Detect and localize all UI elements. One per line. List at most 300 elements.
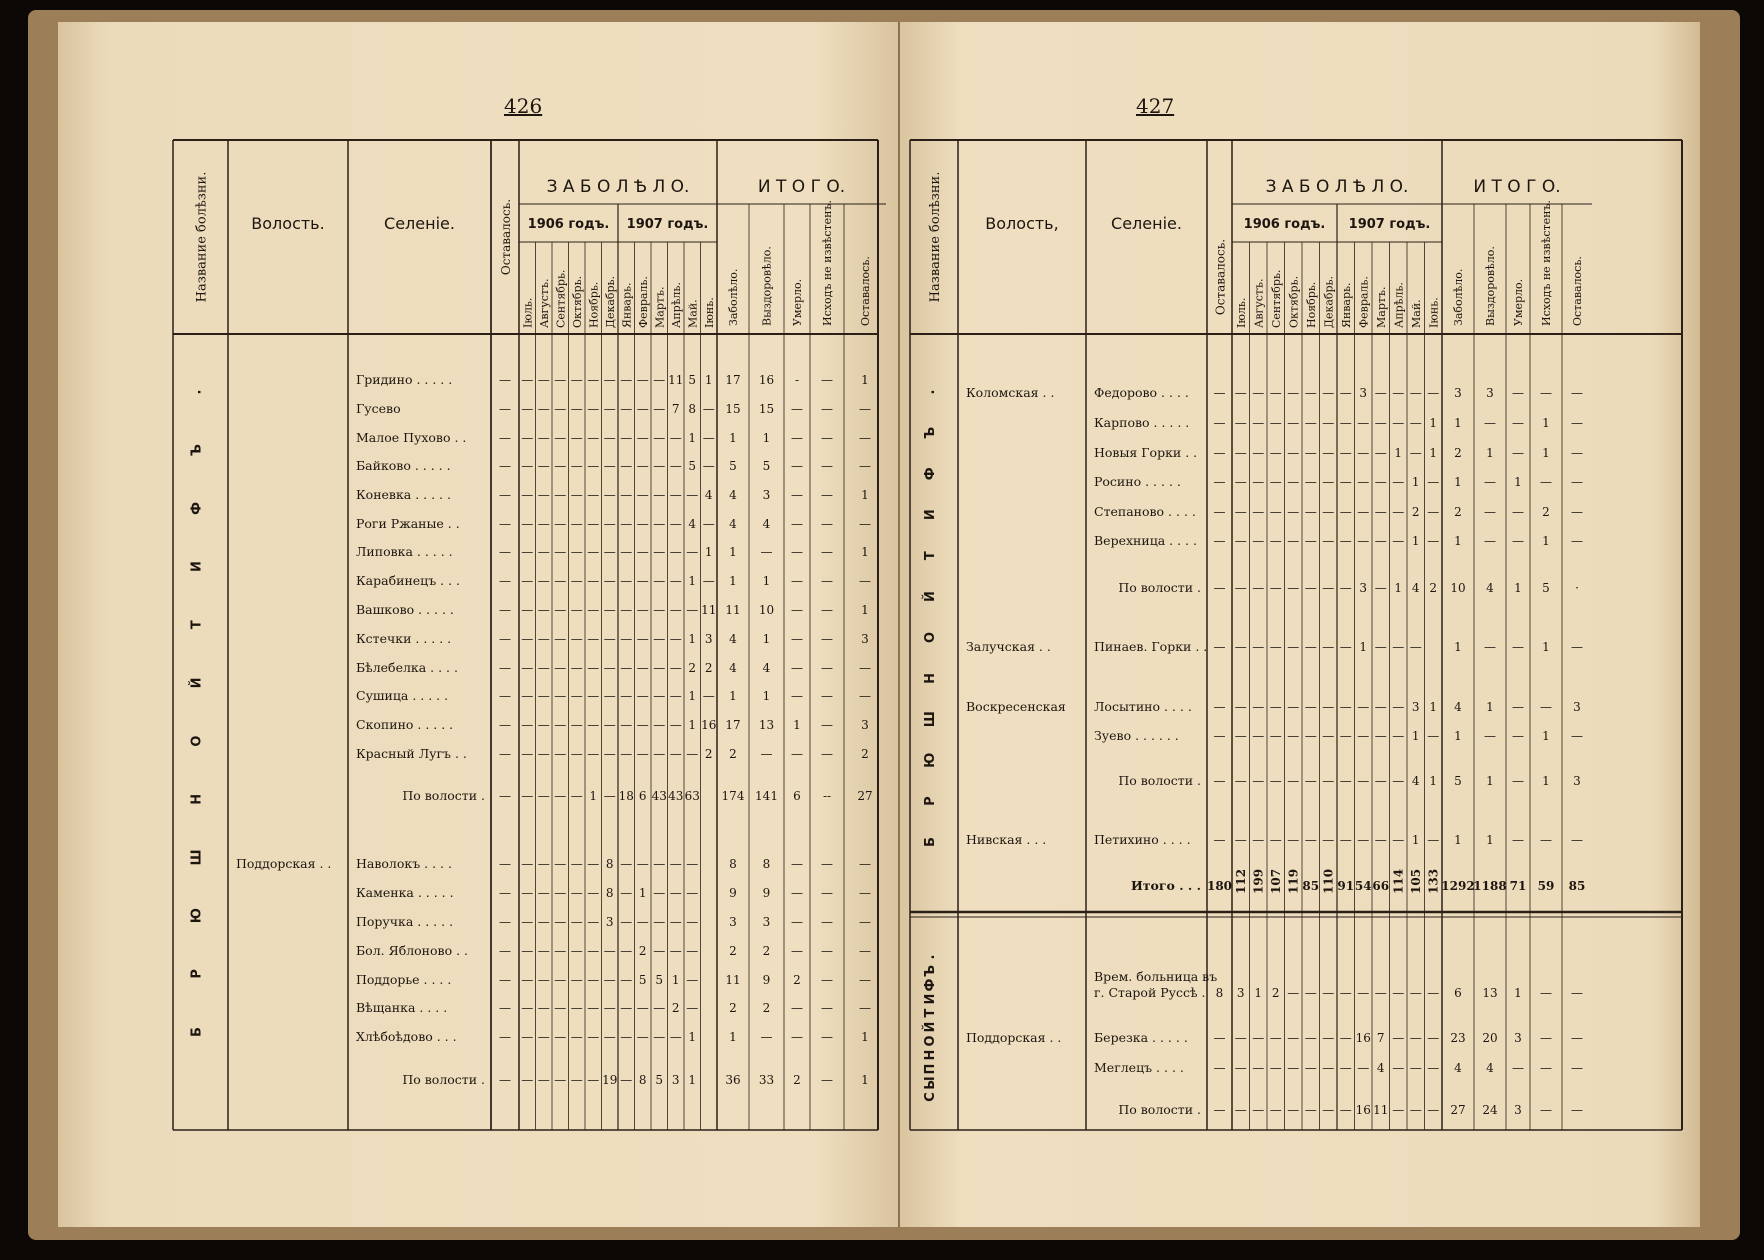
cell-ostavalos: — <box>499 973 511 987</box>
disease-letter: Ф <box>189 501 205 515</box>
disease-letter: Й <box>923 1021 938 1033</box>
cell-ostavalos: — <box>1213 386 1226 400</box>
cell-month: — <box>521 402 534 416</box>
cell-total: 1 <box>861 488 869 502</box>
cell-month: 199 <box>1251 868 1266 894</box>
cell-total: — <box>1484 534 1496 548</box>
header-month: Октябрь. <box>1287 275 1301 328</box>
cell-total: 85 <box>1568 879 1586 893</box>
cell-month: — <box>1234 833 1247 847</box>
cell-month: — <box>1427 833 1440 847</box>
disease-letter: Ф <box>923 467 938 481</box>
cell-month: — <box>1339 640 1352 654</box>
cell-month: — <box>554 886 567 900</box>
cell-month: — <box>1339 581 1352 595</box>
disease-letter: О <box>923 1035 938 1047</box>
cell-month: 2 <box>704 661 713 675</box>
cell-total: — <box>821 402 833 416</box>
cell-month: — <box>554 789 567 803</box>
cell-total: — <box>1512 505 1524 519</box>
cell-month: — <box>1322 700 1335 714</box>
cell-month: 1 <box>671 973 680 987</box>
village-name: Коневка . . . . . <box>356 487 451 502</box>
cell-ostavalos: — <box>499 402 511 416</box>
cell-month: 1 <box>704 545 713 559</box>
cell-month: — <box>686 857 699 871</box>
cell-total: — <box>791 632 803 646</box>
cell-month: — <box>1357 416 1370 430</box>
cell-month: — <box>669 661 682 675</box>
cell-month: 1 <box>1429 774 1438 788</box>
cell-total: 1 <box>1454 833 1462 847</box>
cell-month: — <box>1339 386 1352 400</box>
cell-month: — <box>620 747 633 761</box>
cell-total: 3 <box>861 718 869 732</box>
cell-month: — <box>521 689 534 703</box>
cell-total: — <box>821 886 833 900</box>
cell-total: — <box>1512 386 1524 400</box>
cell-ostavalos: — <box>499 689 511 703</box>
cell-month: — <box>603 603 616 617</box>
disease-letter: Ф <box>923 978 938 992</box>
cell-total: 16 <box>758 373 775 387</box>
cell-month: — <box>653 632 666 646</box>
header-total-col: Выздоровѣло. <box>760 246 774 326</box>
cell-ostavalos: — <box>1213 475 1226 489</box>
cell-total: — <box>1512 534 1524 548</box>
cell-month: 1 <box>638 886 647 900</box>
cell-total: 4 <box>729 517 737 531</box>
cell-month: — <box>1304 1061 1317 1075</box>
cell-month: — <box>603 574 616 588</box>
cell-total: 8 <box>729 857 737 871</box>
cell-ostavalos: — <box>499 459 511 473</box>
cell-ostavalos: — <box>499 603 511 617</box>
cell-total: — <box>1571 416 1583 430</box>
cell-total: — <box>821 973 833 987</box>
disease-letter: Ъ <box>923 964 938 978</box>
cell-month: — <box>587 632 600 646</box>
cell-month: — <box>1409 986 1422 1000</box>
cell-month: — <box>1392 729 1405 743</box>
cell-total: 24 <box>1482 1103 1498 1117</box>
cell-month: — <box>1287 446 1300 460</box>
cell-month: — <box>1357 446 1370 460</box>
cell-total: — <box>760 1030 773 1044</box>
cell-total: — <box>1512 446 1524 460</box>
disease-letter: Н <box>923 1049 938 1061</box>
cell-total: — <box>859 1001 871 1015</box>
cell-month: 1 <box>1429 416 1438 430</box>
cell-total: — <box>791 857 803 871</box>
cell-month: 66 <box>1372 879 1390 893</box>
header-month: Октябрь. <box>570 275 584 328</box>
volost-total-label: По волости . <box>402 788 485 803</box>
cell-month: 7 <box>671 402 680 416</box>
volost-name: Коломская . . <box>966 385 1055 400</box>
cell-total: — <box>821 747 833 761</box>
disease-letter: Ы <box>923 1076 938 1090</box>
cell-month: 1 <box>688 718 697 732</box>
volost-total-label: По волости . <box>1118 1102 1201 1117</box>
cell-month: — <box>620 973 633 987</box>
cell-month: 3 <box>1359 386 1368 400</box>
cell-month: 1 <box>1411 833 1420 847</box>
cell-total: - <box>794 373 800 387</box>
disease-letter: Ш <box>923 711 938 728</box>
cell-total: 4 <box>1454 1061 1462 1075</box>
cell-total: — <box>1540 833 1552 847</box>
cell-total: — <box>760 747 773 761</box>
cell-month: — <box>554 661 567 675</box>
cell-month: — <box>554 632 567 646</box>
cell-month: — <box>620 1001 633 1015</box>
cell-month: — <box>587 373 600 387</box>
cell-month: — <box>521 603 534 617</box>
cell-month: — <box>1357 1061 1370 1075</box>
cell-total: — <box>1571 1031 1583 1045</box>
header-disease: Название болѣзни. <box>928 171 943 303</box>
cell-month: — <box>636 402 649 416</box>
cell-total: — <box>859 886 871 900</box>
disease-letter: Ъ <box>923 426 938 440</box>
cell-month: — <box>570 661 583 675</box>
cell-month: — <box>587 689 600 703</box>
cell-month: — <box>537 689 550 703</box>
cell-month: — <box>603 973 616 987</box>
header-month: Декабрь. <box>1322 275 1336 328</box>
cell-month: 1 <box>1411 475 1420 489</box>
cell-month: — <box>1287 833 1300 847</box>
village-name: Гусево <box>356 401 401 416</box>
cell-month: 5 <box>638 973 647 987</box>
cell-month: — <box>537 402 550 416</box>
cell-month: — <box>653 944 666 958</box>
cell-month: — <box>1252 700 1265 714</box>
cell-total: — <box>859 402 871 416</box>
cell-month: 1 <box>1429 446 1438 460</box>
cell-ostavalos: — <box>1213 833 1226 847</box>
cell-month: — <box>1322 475 1335 489</box>
cell-month: 8 <box>605 886 614 900</box>
cell-total: — <box>1512 729 1524 743</box>
cell-month: — <box>1304 729 1317 743</box>
cell-month: 1 <box>1254 986 1263 1000</box>
village-name: Росино . . . . . <box>1094 474 1181 489</box>
village-name: Березка . . . . . <box>1094 1030 1188 1045</box>
cell-total: 15 <box>725 402 741 416</box>
cell-month: — <box>570 459 583 473</box>
disease-letter: Ш <box>189 849 205 866</box>
header-month: Сентябрь. <box>554 269 568 328</box>
cell-month: — <box>1374 833 1387 847</box>
cell-month: — <box>1322 1061 1335 1075</box>
cell-month: — <box>1304 774 1317 788</box>
cell-month: — <box>702 574 715 588</box>
cell-month: — <box>1374 505 1387 519</box>
cell-month: — <box>537 545 550 559</box>
cell-total: 5 <box>1454 774 1462 788</box>
cell-month: — <box>1304 386 1317 400</box>
grand-total-label: Итого . . . <box>1130 878 1201 893</box>
cell-total: 1 <box>762 689 771 703</box>
cell-ostavalos: — <box>499 747 511 761</box>
cell-month: — <box>537 632 550 646</box>
cell-total: 1 <box>861 603 869 617</box>
cell-month: — <box>686 915 699 929</box>
cell-month: — <box>653 574 666 588</box>
village-name: Кстечки . . . . . <box>356 631 452 646</box>
cell-month: — <box>1287 534 1300 548</box>
cell-ostavalos: — <box>1213 581 1226 595</box>
cell-month: — <box>1287 505 1300 519</box>
cell-ostavalos: 8 <box>1215 986 1224 1000</box>
cell-total: 4 <box>729 488 737 502</box>
cell-month: — <box>1322 1031 1335 1045</box>
cell-total: — <box>791 517 803 531</box>
cell-month: — <box>521 459 534 473</box>
cell-month: — <box>669 517 682 531</box>
cell-month: — <box>669 944 682 958</box>
cell-month: — <box>1287 640 1300 654</box>
header-zabolelo: З А Б О Л Ѣ Л О. <box>1265 177 1409 197</box>
cell-month: — <box>636 459 649 473</box>
cell-month: — <box>570 603 583 617</box>
header-month: Январь. <box>1339 282 1353 328</box>
village-name: Степаново . . . . <box>1094 504 1196 519</box>
cell-month: — <box>1409 446 1422 460</box>
cell-ostavalos: — <box>499 1030 511 1044</box>
cell-total: — <box>821 603 833 617</box>
cell-total: 11 <box>725 603 741 617</box>
cell-month: — <box>570 747 583 761</box>
cell-month: — <box>521 574 534 588</box>
cell-total: — <box>791 915 803 929</box>
village-name: Бѣлебелка . . . . <box>356 660 458 675</box>
header-total-col: Оставалось. <box>1571 256 1584 326</box>
cell-total: — <box>1484 475 1496 489</box>
village-name: Верехница . . . . <box>1094 533 1197 548</box>
cell-month: — <box>521 915 534 929</box>
cell-total: — <box>1484 729 1496 743</box>
cell-total: — <box>1571 475 1583 489</box>
cell-month: — <box>1287 1061 1300 1075</box>
volost-name: Залучская . . <box>966 639 1051 654</box>
cell-month: — <box>1287 581 1300 595</box>
cell-month: — <box>1409 640 1422 654</box>
cell-month: — <box>1374 475 1387 489</box>
cell-month: — <box>1357 833 1370 847</box>
cell-total: — <box>821 718 833 732</box>
cell-month: 110 <box>1321 868 1336 894</box>
disease-letter: Н <box>189 793 205 805</box>
cell-month: — <box>686 973 699 987</box>
cell-month: — <box>1392 774 1405 788</box>
cell-month: — <box>620 402 633 416</box>
cell-month: — <box>554 857 567 871</box>
disease-letter: Т <box>189 620 205 630</box>
village-name: Гридино . . . . . <box>356 372 453 387</box>
header-total-col: Исходъ не извѣстенъ. <box>1540 200 1553 326</box>
cell-month: 2 <box>688 661 697 675</box>
cell-month: — <box>554 574 567 588</box>
cell-month: — <box>1287 1103 1300 1117</box>
cell-month: — <box>1269 729 1282 743</box>
header-month: Февраль. <box>1357 276 1371 328</box>
cell-month: — <box>1392 986 1405 1000</box>
cell-month: — <box>587 886 600 900</box>
cell-month: — <box>636 517 649 531</box>
cell-ostavalos: — <box>499 545 511 559</box>
cell-month: — <box>537 973 550 987</box>
cell-total: 4 <box>1486 581 1494 595</box>
cell-month: — <box>554 431 567 445</box>
cell-month: — <box>669 857 682 871</box>
cell-month: 2 <box>638 944 647 958</box>
cell-ostavalos: — <box>499 661 511 675</box>
cell-month: — <box>636 1001 649 1015</box>
cell-month: — <box>554 1073 567 1087</box>
cell-month: — <box>587 459 600 473</box>
cell-total: 2 <box>793 1073 801 1087</box>
cell-ostavalos: — <box>499 915 511 929</box>
cell-month: — <box>1322 774 1335 788</box>
cell-month: — <box>669 689 682 703</box>
cell-month: — <box>1234 700 1247 714</box>
header-month: Январь. <box>620 282 634 328</box>
volost-total-label: По волости . <box>1118 580 1201 595</box>
cell-month: — <box>1427 475 1440 489</box>
cell-month: 8 <box>688 402 697 416</box>
village-name: Врем. больница въ <box>1094 969 1218 984</box>
cell-month: — <box>1357 700 1370 714</box>
village-name: Пинаев. Горки . . <box>1094 639 1208 654</box>
cell-ostavalos: — <box>499 944 511 958</box>
cell-month: — <box>1234 729 1247 743</box>
cell-total: — <box>859 915 871 929</box>
cell-total: 174 <box>721 789 745 803</box>
cell-total: 11 <box>725 973 741 987</box>
header-itogo: И Т О Г О. <box>757 177 846 197</box>
header-month: Мартъ. <box>1374 286 1388 328</box>
cell-month: — <box>636 689 649 703</box>
cell-month: — <box>653 373 666 387</box>
header-year-1906: 1906 годъ. <box>527 217 610 232</box>
village-name: Поддорье . . . . <box>356 972 452 987</box>
village-name: Красный Лугъ . . <box>356 746 467 761</box>
cell-total: — <box>859 689 871 703</box>
cell-ostavalos: — <box>1213 700 1226 714</box>
cell-month: — <box>1269 416 1282 430</box>
cell-month: — <box>603 747 616 761</box>
cell-month: — <box>1322 986 1335 1000</box>
disease-letter: Ю <box>923 752 938 768</box>
cell-month: — <box>521 488 534 502</box>
cell-total: 3 <box>1514 1031 1522 1045</box>
cell-month: — <box>620 373 633 387</box>
cell-month: — <box>570 517 583 531</box>
cell-ostavalos: — <box>499 373 511 387</box>
cell-month: — <box>1269 1103 1282 1117</box>
cell-total: 3 <box>762 488 771 502</box>
cell-month: — <box>554 373 567 387</box>
cell-month: — <box>1357 729 1370 743</box>
cell-month: — <box>537 747 550 761</box>
header-month: Іюль. <box>521 297 535 328</box>
village-name: Хлѣбоѣдово . . . <box>356 1029 457 1044</box>
cell-ostavalos: — <box>499 886 511 900</box>
cell-month: — <box>669 632 682 646</box>
cell-month: 7 <box>1376 1031 1385 1045</box>
cell-month: — <box>1234 581 1247 595</box>
cell-month: — <box>1287 475 1300 489</box>
cell-total: — <box>821 459 833 473</box>
cell-month: — <box>1304 416 1317 430</box>
cell-month: — <box>620 517 633 531</box>
cell-month: — <box>1357 505 1370 519</box>
cell-total: — <box>1512 640 1524 654</box>
village-name: Новыя Горки . . <box>1094 445 1198 460</box>
village-name: Зуево . . . . . . <box>1094 728 1179 743</box>
cell-total: — <box>791 603 803 617</box>
cell-month: 16 <box>701 718 717 732</box>
cell-month: — <box>603 431 616 445</box>
cell-month: — <box>636 718 649 732</box>
cell-month: — <box>537 1001 550 1015</box>
cell-total: 2 <box>1454 505 1462 519</box>
cell-month: — <box>1304 1031 1317 1045</box>
cell-ostavalos: — <box>499 1073 511 1087</box>
village-name: Вашково . . . . . <box>356 602 454 617</box>
cell-month: — <box>1234 416 1247 430</box>
village-name: Меглецъ . . . . <box>1094 1060 1184 1075</box>
cell-month: — <box>1427 534 1440 548</box>
cell-month: — <box>1339 986 1352 1000</box>
cell-total: — <box>791 431 803 445</box>
cell-total: 1 <box>1454 729 1462 743</box>
cell-month: — <box>636 661 649 675</box>
cell-month: — <box>653 603 666 617</box>
header-itogo: И Т О Г О. <box>1473 177 1561 197</box>
disease-letter: Р <box>189 969 205 979</box>
cell-total: 71 <box>1509 879 1527 893</box>
disease-letter: Н <box>923 672 938 684</box>
cell-month: — <box>570 1073 583 1087</box>
cell-total: 1 <box>861 1030 869 1044</box>
cell-total: 4 <box>762 661 771 675</box>
cell-month: — <box>587 1073 600 1087</box>
header-total-col: Умерло. <box>791 278 804 326</box>
cell-month: — <box>1304 640 1317 654</box>
cell-month: — <box>1357 774 1370 788</box>
cell-total: — <box>760 545 773 559</box>
disease-letter: . <box>923 389 938 395</box>
cell-month: 3 <box>605 915 614 929</box>
cell-month: — <box>570 545 583 559</box>
cell-ostavalos: — <box>499 857 511 871</box>
cell-total: 5 <box>1542 581 1550 595</box>
cell-month: — <box>587 944 600 958</box>
cell-total: 3 <box>1573 774 1581 788</box>
cell-month: — <box>1269 475 1282 489</box>
cell-total: — <box>1540 1031 1552 1045</box>
cell-month: 19 <box>602 1073 618 1087</box>
cell-month: 3 <box>1359 581 1368 595</box>
header-total-col: Заболѣло. <box>1452 268 1465 326</box>
cell-month: — <box>1252 416 1265 430</box>
cell-month: — <box>1322 729 1335 743</box>
cell-month: 5 <box>655 1073 664 1087</box>
